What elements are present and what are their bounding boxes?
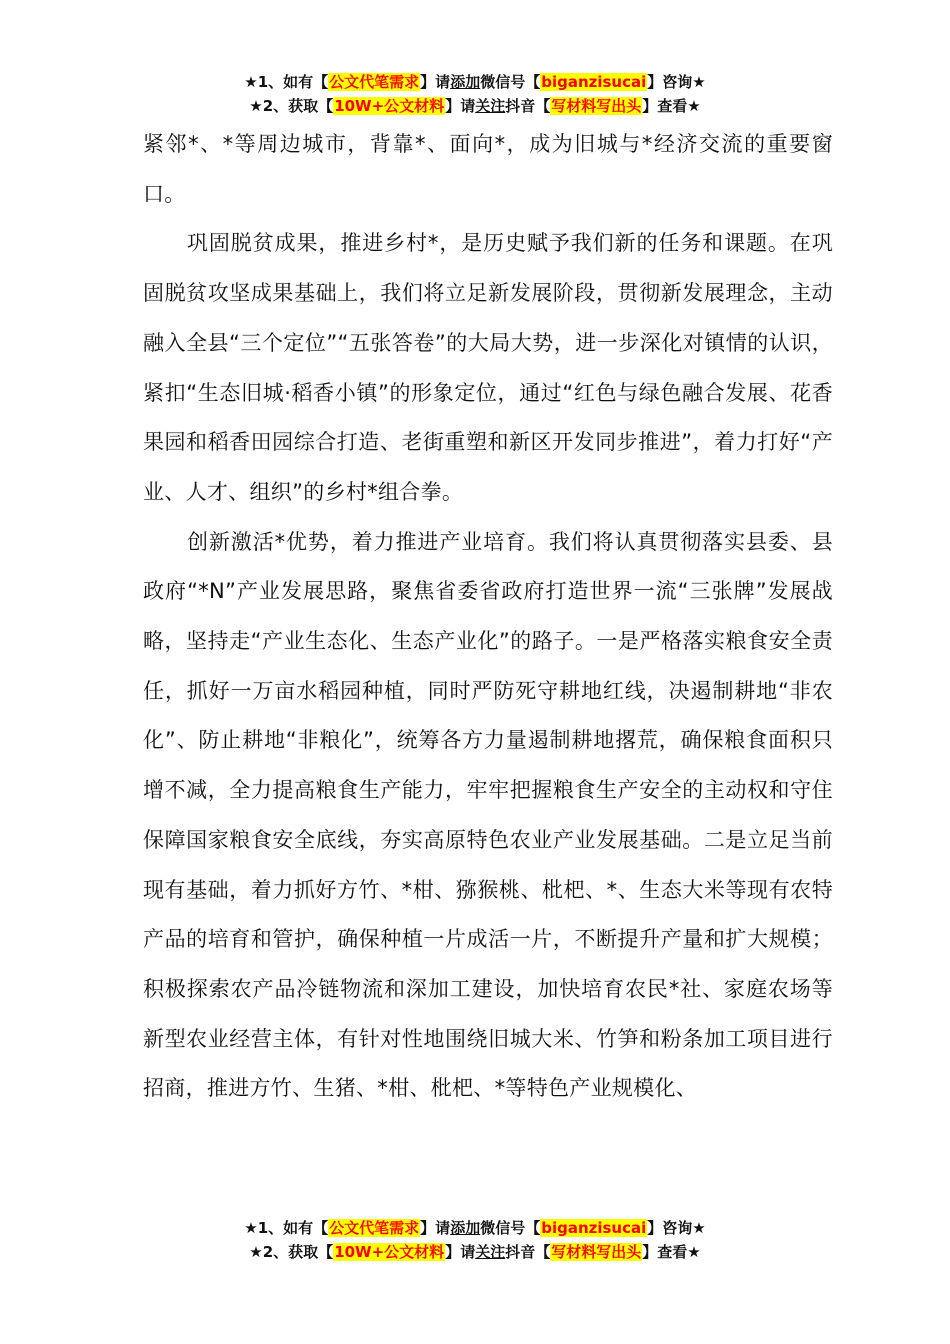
banner-text: 】请 (445, 1243, 476, 1261)
banner-text: 微信号【 (480, 73, 541, 91)
banner-line-1 (0, 70, 950, 94)
banner-text: 】查看★ (642, 1243, 701, 1261)
banner-text: 抖音【 (505, 1243, 551, 1261)
banner-text: ★1、如有【 (244, 73, 329, 91)
highlight-service: 公文代笔需求 (329, 1219, 420, 1237)
paragraph: 创新激活*优势，着力推进产业培育。我们将认真贯彻落实县委、县政府“*N”产业发展思路，聚焦省委省政府打造世界一流“三张牌”发展战略，坚持走“产业生态化、生态产业化”的路子。一是严格落实粮食安全责任，抓好一万亩水稻园种植，同时严防死守耕地红线，决遏制耕地“非农化”、防止耕地“非粮化”，统筹各方力量遏制耕地撂荒，确保粮食面积只增不减，全力提高粮食生产能力，牢牢把握粮食生产安全的主动权和守住保障国家粮食安全底线，夯实高原特色农业产业发展基础。二是立足当前现有基础，着力抓好方竹、*柑、猕猴桃、枇杷、*、生态大米等现有农特产品的培育和管护，确保种植一片成活一片，不断提升产量和扩大规模；积极探索农产品冷链物流和深加工建设，加快培育农民*社、家庭农场等新型农业经营主体，有针对性地围绕旧城大米、竹笋和粉条加工项目进行招商，推进方竹、生猪、*柑、枇杷、*等特色产业规模化、 (143, 529, 833, 1101)
highlight-materials: 10W+公文材料 (334, 1243, 445, 1261)
banner-text: 微信号【 (480, 1219, 541, 1237)
banner-text: 】请 (445, 97, 476, 115)
banner-line-1 (0, 1216, 950, 1240)
highlight-service: 公文代笔需求 (329, 73, 420, 91)
paragraph: 巩固脱贫成果，推进乡村*，是历史赋予我们新的任务和课题。在巩固脱贫攻坚成果基础上，我们将立足新发展阶段，贯彻新发展理念，主动融入全县“三个定位”“五张答卷”的大局大势，进一步深化对镇情的认识，紧扣“生态旧城·稻香小镇”的形象定位，通过“红色与绿色融合发展、花香果园和稻香田园综合打造、老街重塑和新区开发同步推进”，着力打好“产业、人才、组织”的乡村*组合拳。 (143, 231, 833, 504)
banner-emphasis: 添加 (450, 1219, 481, 1237)
highlight-wechat-id: biganzisucai (541, 73, 647, 91)
banner-text: 】咨询★ (647, 1219, 706, 1237)
highlight-douyin-account: 写材料写出头 (551, 97, 642, 115)
banner-emphasis: 添加 (450, 73, 481, 91)
banner-line-2 (0, 1240, 950, 1264)
banner-text: ★2、获取【 (249, 97, 334, 115)
banner-text: 】请 (420, 1219, 451, 1237)
banner-emphasis: 关注 (475, 97, 506, 115)
banner-emphasis: 关注 (475, 1243, 506, 1261)
banner-line-2 (0, 94, 950, 118)
banner-text: 】咨询★ (647, 73, 706, 91)
banner-text: 】查看★ (642, 97, 701, 115)
highlight-materials: 10W+公文材料 (334, 97, 445, 115)
highlight-wechat-id: biganzisucai (541, 1219, 647, 1237)
highlight-douyin-account: 写材料写出头 (551, 1243, 642, 1261)
document-body (143, 120, 833, 1114)
footer-banner (0, 1216, 950, 1264)
header-banner (0, 70, 950, 118)
paragraph: 紧邻*、*等周边城市，背靠*、面向*，成为旧城与*经济交流的重要窗口。 (143, 132, 833, 206)
banner-text: 抖音【 (505, 97, 551, 115)
banner-text: ★1、如有【 (244, 1219, 329, 1237)
banner-text: 】请 (420, 73, 451, 91)
banner-text: ★2、获取【 (249, 1243, 334, 1261)
